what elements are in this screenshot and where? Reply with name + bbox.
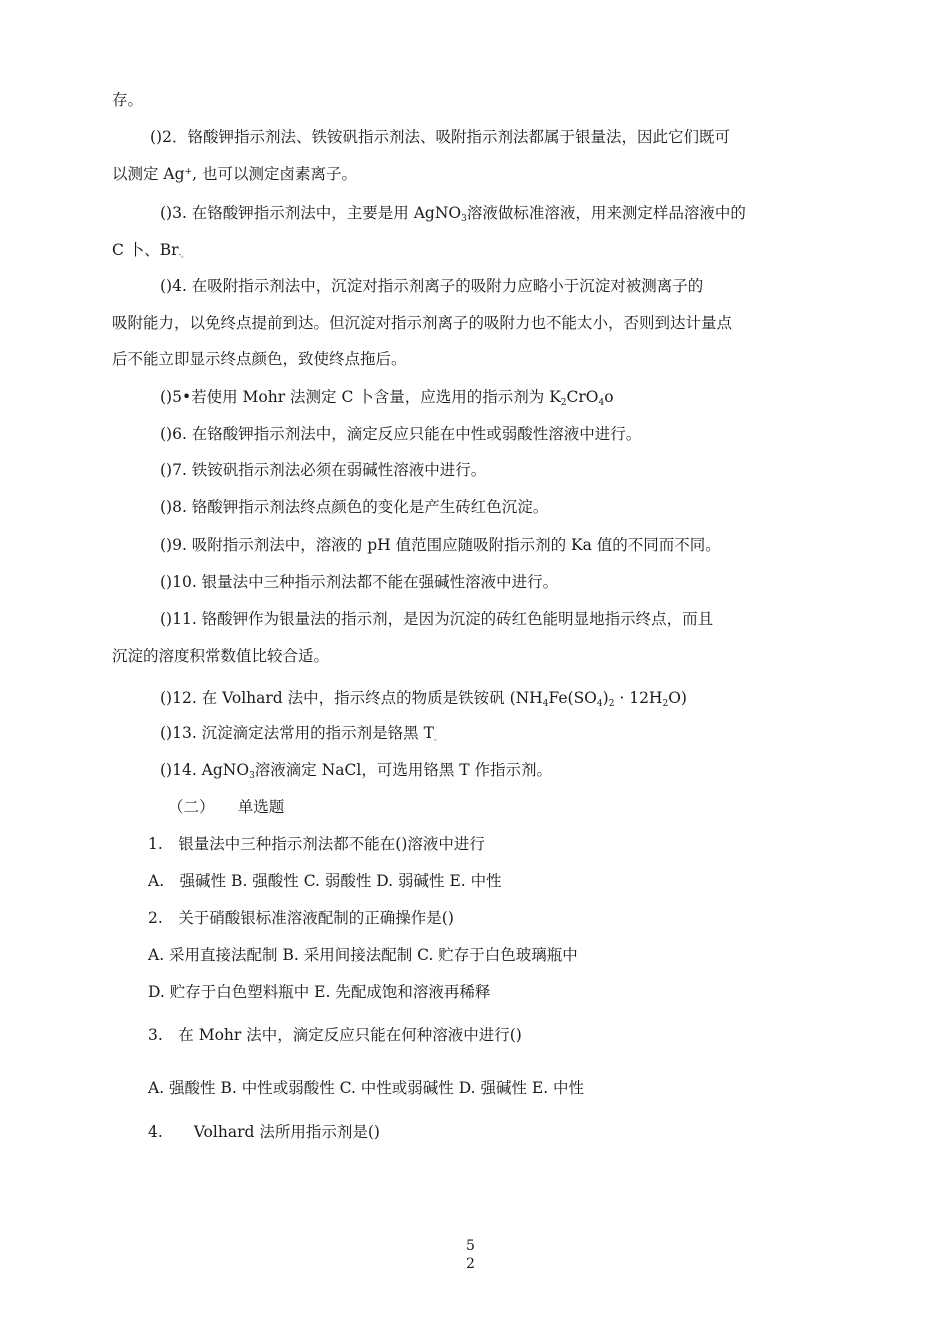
judgement-q4-line2: 吸附能力，以免终点提前到达。但沉淀对指示剂离子的吸附力也不能太小，否则到达计量点 (112, 314, 733, 332)
single-choice-q4: 4. Volhard 法所用指示剂是() (148, 1123, 380, 1141)
judgement-q13: ()13. 沉淀滴定法常用的指示剂是铬黑 T。 (160, 724, 441, 742)
judgement-q9: ()9. 吸附指示剂法中，溶液的 pH 值范围应随吸附指示剂的 Ka 值的不同而不同。 (160, 536, 721, 554)
single-choice-q3: 3. 在 Mohr 法中，滴定反应只能在何种溶液中进行() (148, 1026, 522, 1044)
single-choice-q2: 2. 关于硝酸银标准溶液配制的正确操作是() (148, 909, 454, 927)
q1-tail: 存。 (112, 91, 144, 109)
judgement-q14: ()14. AgNO$_3$溶液滴定 NaCl，可选用铬黑 T 作指示剂。 (160, 761, 553, 781)
judgement-q10: ()10. 银量法中三种指示剂法都不能在强碱性溶液中进行。 (160, 573, 559, 591)
judgement-q11-line1: ()11. 铬酸钾作为银量法的指示剂，是因为沉淀的砖红色能明显地指示终点，而且 (160, 610, 714, 628)
judgement-q6: ()6. 在铬酸钾指示剂法中，滴定反应只能在中性或弱酸性溶液中进行。 (160, 425, 642, 443)
single-choice-q1: 1. 银量法中三种指示剂法都不能在()溶液中进行 (148, 835, 485, 853)
judgement-q2-line2: 以测定 Ag+, 也可以测定卤素离子。 (112, 165, 357, 183)
single-choice-heading: （二） 单选题 (168, 798, 285, 816)
judgement-q5: ()5•若使用 Mohr 法测定 C 卜含量，应选用的指示剂为 $K_2CrO_4o$ (160, 388, 614, 408)
judgement-q4-line1: ()4. 在吸附指示剂法中，沉淀对指示剂离子的吸附力应略小于沉淀对被测离子的 (160, 277, 704, 295)
judgement-q8: ()8. 铬酸钾指示剂法终点颜色的变化是产生砖红色沉淀。 (160, 498, 549, 516)
judgement-q3-line1: ()3. 在铬酸钾指示剂法中，主要是用 AgNO$_3$溶液做标准溶液，用来测定样品溶液中的 (160, 204, 746, 224)
judgement-q3-line2: C 卜、Br-。 (112, 241, 188, 259)
judgement-q11-line2: 沉淀的溶度积常数值比较合适。 (112, 647, 330, 665)
single-choice-q2-options-2: D. 贮存于白色塑料瓶中 E. 先配成饱和溶液再稀释 (148, 983, 491, 1001)
single-choice-q3-options: A. 强酸性 B. 中性或弱酸性 C. 中性或弱碱性 D. 强碱性 E. 中性 (148, 1079, 585, 1097)
judgement-q7: ()7. 铁铵矾指示剂法必须在弱碱性溶液中进行。 (160, 461, 487, 479)
judgement-q4-line3: 后不能立即显示终点颜色，致使终点拖后。 (112, 350, 407, 368)
page-number-top: 5 (466, 1238, 475, 1254)
page-number-bottom: 2 (466, 1256, 475, 1272)
judgement-q2-line1: ()2．铬酸钾指示剂法、铁铵矾指示剂法、吸附指示剂法都属于银量法，因此它们既可 (150, 128, 730, 146)
single-choice-q2-options-1: A. 采用直接法配制 B. 采用间接法配制 C. 贮存于白色玻璃瓶中 (148, 946, 578, 964)
judgement-q12: ()12. 在 Volhard 法中，指示终点的物质是铁铵矾 $(NH_4Fe(SO_4)_2 \cdot 12H_2O)$ (160, 689, 687, 709)
single-choice-q1-options: A. 强碱性 B. 强酸性 C. 弱酸性 D. 弱碱性 E. 中性 (148, 872, 502, 890)
